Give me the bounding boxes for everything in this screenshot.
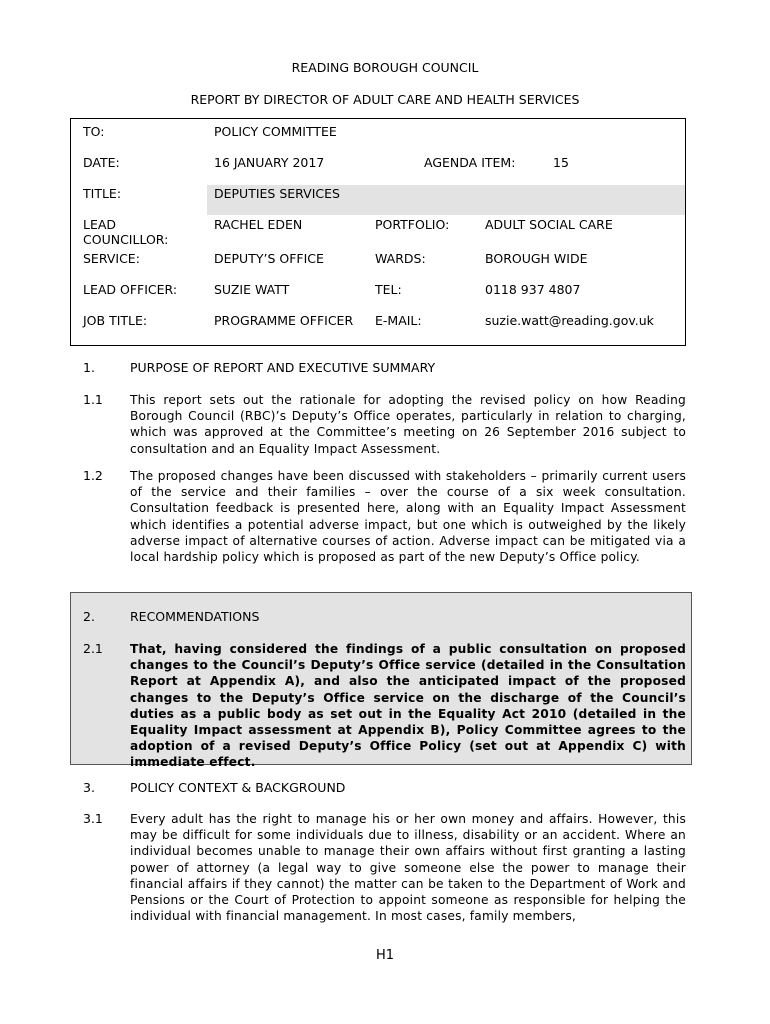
- job-title-value: PROGRAMME OFFICER: [214, 313, 354, 328]
- para-3-1-number: 3.1: [83, 811, 103, 826]
- lead-label-line2: COUNCILLOR:: [83, 232, 169, 247]
- section-3-number: 3.: [83, 780, 95, 795]
- section-2-heading: RECOMMENDATIONS: [130, 609, 260, 624]
- para-1-2: The proposed changes have been discussed with stakeholders – primarily current users of the service and their families – over the course of a six week consultation. Consultation feedback is presented here, along with an Equality Impact Assessment which identifies a potential adverse impact, but one which is outweighed by the likely adverse impact of alternative courses of action. Adverse impact can be mitigated via a local hardship policy which is proposed as part of the new Deputy’s Office policy.: [130, 469, 686, 565]
- job-title-label: JOB TITLE:: [83, 313, 148, 328]
- to-value: POLICY COMMITTEE: [214, 124, 337, 139]
- section-3-heading: POLICY CONTEXT & BACKGROUND: [130, 780, 346, 795]
- council-title: READING BOROUGH COUNCIL: [291, 60, 479, 75]
- wards-value: BOROUGH WIDE: [485, 251, 588, 266]
- section-2-number: 2.: [83, 609, 95, 624]
- tel-label: TEL:: [375, 282, 402, 297]
- title-label: TITLE:: [83, 186, 122, 201]
- section-1-number: 1.: [83, 360, 95, 375]
- portfolio-value: ADULT SOCIAL CARE: [485, 217, 613, 232]
- service-value: DEPUTY’S OFFICE: [214, 251, 324, 266]
- service-label: SERVICE:: [83, 251, 140, 266]
- section-1-heading: PURPOSE OF REPORT AND EXECUTIVE SUMMARY: [130, 360, 436, 375]
- email-value: suzie.watt@reading.gov.uk: [485, 313, 654, 328]
- date-value: 16 JANUARY 2017: [214, 155, 325, 170]
- portfolio-label: PORTFOLIO:: [375, 217, 450, 232]
- agenda-value: 15: [553, 155, 569, 170]
- agenda-label: AGENDA ITEM:: [424, 155, 516, 170]
- lead-label-line1: LEAD: [83, 217, 117, 232]
- lead-officer-value: SUZIE WATT: [214, 282, 290, 297]
- to-label: TO:: [83, 124, 105, 139]
- page-number: H1: [375, 948, 395, 963]
- wards-label: WARDS:: [375, 251, 426, 266]
- para-2-1: That, having considered the findings of a public consultation on proposed changes to the Council’s Deputy’s Office service (detailed in the Consultation Report at Appendix A), and also the anticipated impact of the proposed changes to the Deputy’s Office service on the discharge of the Council’s duties as a public body as set out in the Equality Act 2010 (detailed in the Equality Impact assessment at Appendix B), Policy Committee agrees to the adoption of a revised Deputy’s Office Policy (set out at Appendix C) with immediate effect.: [130, 642, 686, 770]
- para-1-1: This report sets out the rationale for adopting the revised policy on how Reading Borough Council (RBC)’s Deputy’s Office operates, particularly in relation to charging, which was approved at the Committee’s meeting on 26 September 2016 subject to consultation and an Equality Impact Assessment.: [130, 393, 686, 456]
- report-by: REPORT BY DIRECTOR OF ADULT CARE AND HEALTH SERVICES: [190, 92, 580, 107]
- date-label: DATE:: [83, 155, 120, 170]
- para-1-2-number: 1.2: [83, 468, 103, 483]
- title-value: DEPUTIES SERVICES: [214, 186, 340, 201]
- email-label: E-MAIL:: [375, 313, 422, 328]
- para-1-1-number: 1.1: [83, 392, 103, 407]
- lead-officer-label: LEAD OFFICER:: [83, 282, 178, 297]
- tel-value: 0118 937 4807: [485, 282, 581, 297]
- para-3-1: Every adult has the right to manage his or her own money and affairs. However, this may be difficult for some individuals due to illness, disability or an accident. Where an individual becomes unable to manage their own affairs without first granting a lasting power of attorney (a legal way to give someone else the power to manage their financial affairs if they cannot) the matter can be taken to the Department of Work and Pensions or the Court of Protection to appoint someone as responsible for helping the individual with financial management. In most cases, family members,: [130, 812, 686, 924]
- lead-value: RACHEL EDEN: [214, 217, 303, 232]
- para-2-1-number: 2.1: [83, 641, 103, 656]
